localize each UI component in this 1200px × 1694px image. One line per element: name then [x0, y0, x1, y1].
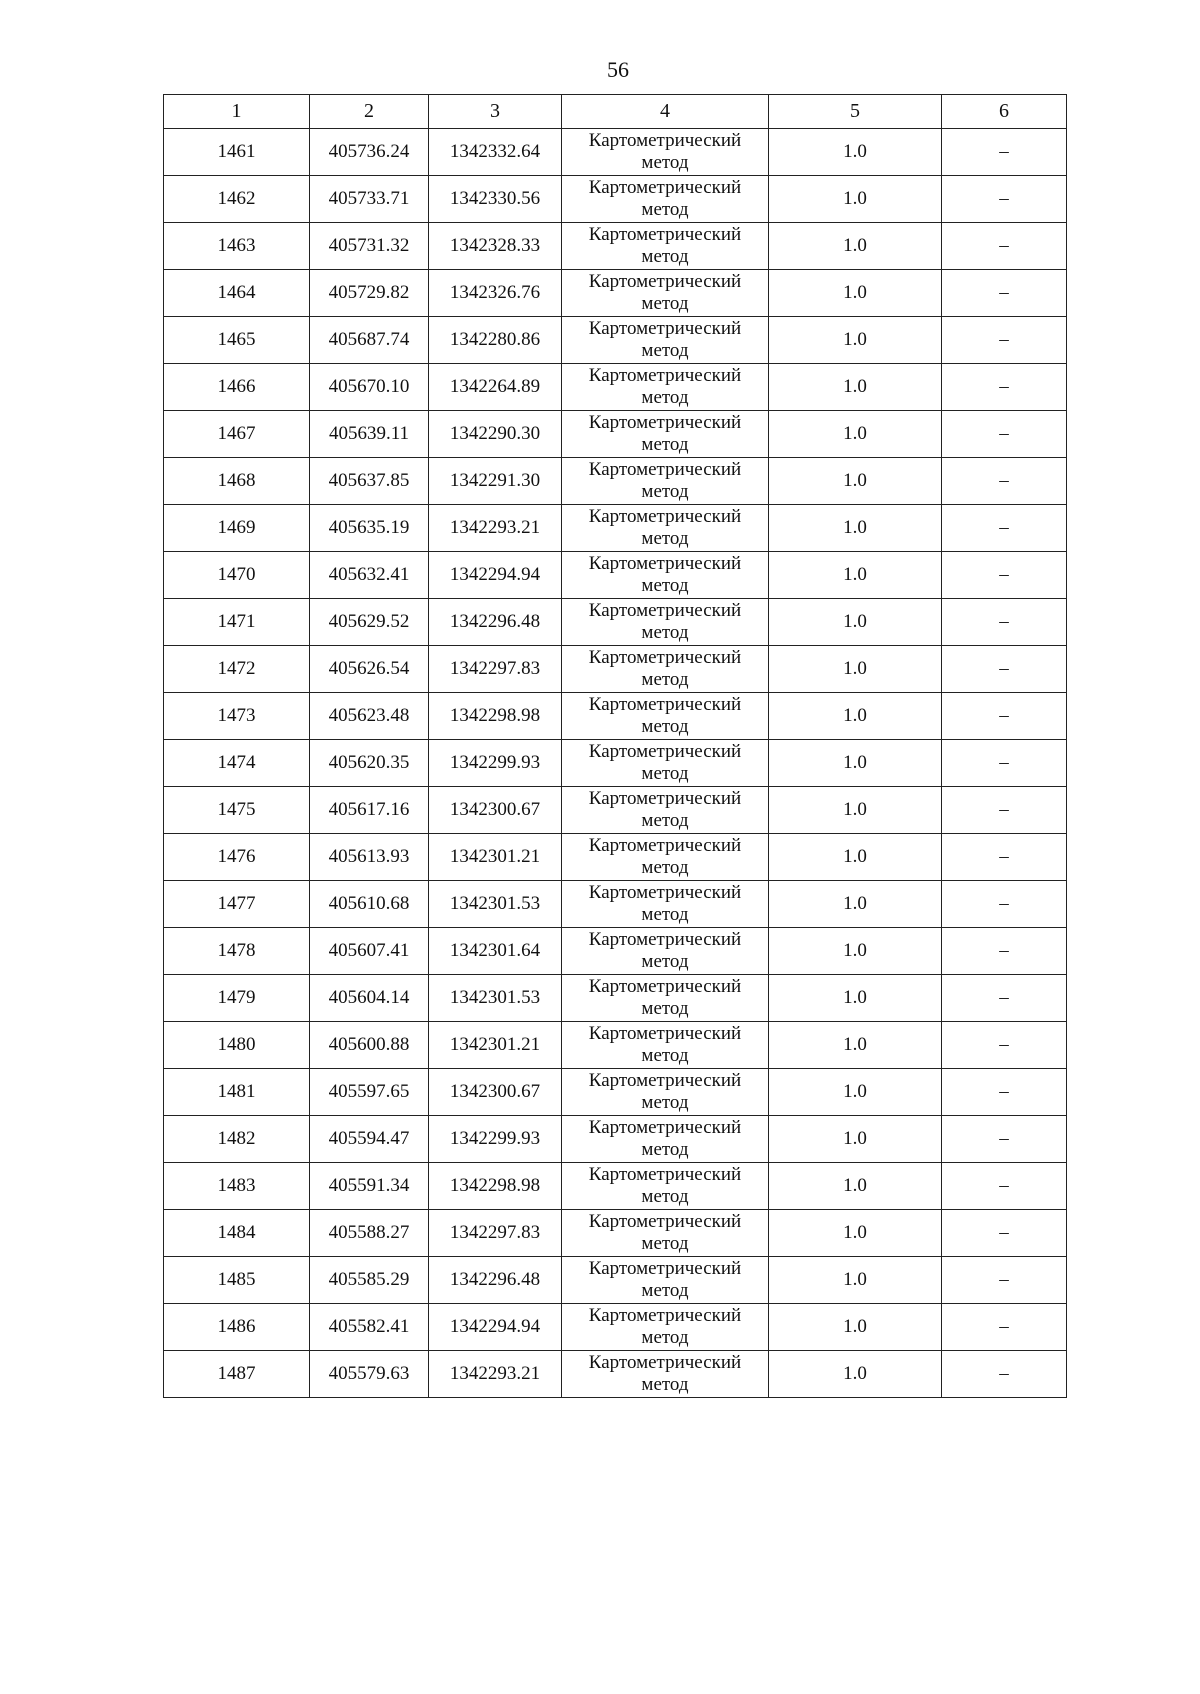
- table-row: [164, 646, 1067, 693]
- method-line-2: метод: [641, 1139, 689, 1160]
- table-row: [164, 975, 1067, 1022]
- note-cell: –: [942, 881, 1067, 928]
- note-cell: –: [942, 1116, 1067, 1163]
- table-row: [164, 411, 1067, 458]
- table-row: [164, 1022, 1067, 1069]
- x-coordinate-cell: 405585.29: [310, 1257, 429, 1304]
- note-cell: –: [942, 1304, 1067, 1351]
- accuracy-cell: 1.0: [769, 176, 942, 223]
- note-cell: –: [942, 1163, 1067, 1210]
- note-cell: –: [942, 1210, 1067, 1257]
- table-row: [164, 834, 1067, 881]
- x-coordinate-cell: 405604.14: [310, 975, 429, 1022]
- accuracy-cell: 1.0: [769, 928, 942, 975]
- method-line-2: метод: [641, 293, 689, 314]
- method-line-1: Картометрический: [588, 1305, 742, 1326]
- method-line-1: Картометрический: [588, 1258, 742, 1279]
- method-cell: [562, 505, 769, 552]
- note-cell: –: [942, 1351, 1067, 1398]
- point-number-cell: 1461: [164, 129, 310, 176]
- method-line-1: Картометрический: [588, 1164, 742, 1185]
- method-line-2: метод: [641, 951, 689, 972]
- point-number-cell: 1487: [164, 1351, 310, 1398]
- method-line-1: Картометрический: [588, 1352, 742, 1373]
- table-row: [164, 693, 1067, 740]
- x-coordinate-cell: 405733.71: [310, 176, 429, 223]
- y-coordinate-cell: 1342290.30: [429, 411, 562, 458]
- y-coordinate-cell: 1342264.89: [429, 364, 562, 411]
- accuracy-cell: 1.0: [769, 129, 942, 176]
- method-line-1: Картометрический: [588, 694, 742, 715]
- method-line-1: Картометрический: [588, 224, 742, 245]
- point-number-cell: 1478: [164, 928, 310, 975]
- method-line-1: Картометрический: [588, 741, 742, 762]
- table-header: [164, 95, 1067, 129]
- method-line-2: метод: [641, 1045, 689, 1066]
- method-cell: [562, 975, 769, 1022]
- header-col-2: 2: [310, 95, 429, 129]
- y-coordinate-cell: 1342328.33: [429, 223, 562, 270]
- note-cell: –: [942, 646, 1067, 693]
- y-coordinate-cell: 1342280.86: [429, 317, 562, 364]
- y-coordinate-cell: 1342299.93: [429, 1116, 562, 1163]
- table-row: [164, 1351, 1067, 1398]
- note-cell: –: [942, 1022, 1067, 1069]
- method-line-2: метод: [641, 1327, 689, 1348]
- method-line-2: метод: [641, 716, 689, 737]
- method-line-2: метод: [641, 1280, 689, 1301]
- point-number-cell: 1469: [164, 505, 310, 552]
- method-line-2: метод: [641, 904, 689, 925]
- point-number-cell: 1465: [164, 317, 310, 364]
- method-cell: [562, 1210, 769, 1257]
- method-line-1: Картометрический: [588, 929, 742, 950]
- point-number-cell: 1472: [164, 646, 310, 693]
- method-line-2: метод: [641, 340, 689, 361]
- method-cell: [562, 928, 769, 975]
- method-cell: [562, 1351, 769, 1398]
- table-body: [164, 129, 1067, 1398]
- method-line-2: метод: [641, 387, 689, 408]
- method-line-1: Картометрический: [588, 365, 742, 386]
- accuracy-cell: 1.0: [769, 1257, 942, 1304]
- point-number-cell: 1468: [164, 458, 310, 505]
- method-line-2: метод: [641, 1092, 689, 1113]
- note-cell: –: [942, 599, 1067, 646]
- table-row: [164, 1304, 1067, 1351]
- coordinates-table: [163, 94, 1067, 1398]
- method-cell: [562, 1022, 769, 1069]
- note-cell: –: [942, 975, 1067, 1022]
- header-col-1: 1: [164, 95, 310, 129]
- page-number: 56: [607, 57, 629, 82]
- method-cell: [562, 599, 769, 646]
- accuracy-cell: 1.0: [769, 740, 942, 787]
- header-col-3: 3: [429, 95, 562, 129]
- x-coordinate-cell: 405736.24: [310, 129, 429, 176]
- method-line-2: метод: [641, 481, 689, 502]
- note-cell: –: [942, 364, 1067, 411]
- point-number-cell: 1467: [164, 411, 310, 458]
- method-line-1: Картометрический: [588, 130, 742, 151]
- accuracy-cell: 1.0: [769, 834, 942, 881]
- x-coordinate-cell: 405582.41: [310, 1304, 429, 1351]
- note-cell: –: [942, 552, 1067, 599]
- note-cell: –: [942, 223, 1067, 270]
- header-col-5: 5: [769, 95, 942, 129]
- x-coordinate-cell: 405607.41: [310, 928, 429, 975]
- method-line-1: Картометрический: [588, 882, 742, 903]
- note-cell: –: [942, 693, 1067, 740]
- accuracy-cell: 1.0: [769, 1069, 942, 1116]
- method-line-2: метод: [641, 763, 689, 784]
- note-cell: –: [942, 505, 1067, 552]
- method-cell: [562, 740, 769, 787]
- note-cell: –: [942, 270, 1067, 317]
- point-number-cell: 1474: [164, 740, 310, 787]
- y-coordinate-cell: 1342296.48: [429, 1257, 562, 1304]
- method-line-1: Картометрический: [588, 459, 742, 480]
- table-row: [164, 740, 1067, 787]
- y-coordinate-cell: 1342330.56: [429, 176, 562, 223]
- y-coordinate-cell: 1342296.48: [429, 599, 562, 646]
- method-line-2: метод: [641, 998, 689, 1019]
- x-coordinate-cell: 405623.48: [310, 693, 429, 740]
- x-coordinate-cell: 405632.41: [310, 552, 429, 599]
- note-cell: –: [942, 928, 1067, 975]
- method-cell: [562, 176, 769, 223]
- point-number-cell: 1479: [164, 975, 310, 1022]
- method-line-2: метод: [641, 528, 689, 549]
- x-coordinate-cell: 405588.27: [310, 1210, 429, 1257]
- y-coordinate-cell: 1342299.93: [429, 740, 562, 787]
- point-number-cell: 1484: [164, 1210, 310, 1257]
- point-number-cell: 1475: [164, 787, 310, 834]
- y-coordinate-cell: 1342297.83: [429, 646, 562, 693]
- table-row: [164, 129, 1067, 176]
- method-line-1: Картометрический: [588, 1211, 742, 1232]
- y-coordinate-cell: 1342298.98: [429, 693, 562, 740]
- accuracy-cell: 1.0: [769, 552, 942, 599]
- method-line-2: метод: [641, 434, 689, 455]
- table-row: [164, 317, 1067, 364]
- x-coordinate-cell: 405626.54: [310, 646, 429, 693]
- point-number-cell: 1471: [164, 599, 310, 646]
- table-row: [164, 928, 1067, 975]
- method-line-1: Картометрический: [588, 647, 742, 668]
- x-coordinate-cell: 405579.63: [310, 1351, 429, 1398]
- method-cell: [562, 1163, 769, 1210]
- accuracy-cell: 1.0: [769, 270, 942, 317]
- method-line-1: Картометрический: [588, 976, 742, 997]
- table-row: [164, 223, 1067, 270]
- header-col-4: 4: [562, 95, 769, 129]
- note-cell: –: [942, 740, 1067, 787]
- method-cell: [562, 270, 769, 317]
- y-coordinate-cell: 1342297.83: [429, 1210, 562, 1257]
- note-cell: –: [942, 129, 1067, 176]
- accuracy-cell: 1.0: [769, 505, 942, 552]
- x-coordinate-cell: 405639.11: [310, 411, 429, 458]
- note-cell: –: [942, 317, 1067, 364]
- x-coordinate-cell: 405687.74: [310, 317, 429, 364]
- y-coordinate-cell: 1342301.64: [429, 928, 562, 975]
- method-line-1: Картометрический: [588, 600, 742, 621]
- method-cell: [562, 834, 769, 881]
- point-number-cell: 1470: [164, 552, 310, 599]
- point-number-cell: 1476: [164, 834, 310, 881]
- method-cell: [562, 458, 769, 505]
- table-row: [164, 599, 1067, 646]
- method-cell: [562, 1257, 769, 1304]
- y-coordinate-cell: 1342301.21: [429, 834, 562, 881]
- method-line-2: метод: [641, 1374, 689, 1395]
- method-cell: [562, 364, 769, 411]
- method-cell: [562, 693, 769, 740]
- x-coordinate-cell: 405597.65: [310, 1069, 429, 1116]
- x-coordinate-cell: 405617.16: [310, 787, 429, 834]
- x-coordinate-cell: 405591.34: [310, 1163, 429, 1210]
- y-coordinate-cell: 1342301.21: [429, 1022, 562, 1069]
- table-row: [164, 176, 1067, 223]
- method-cell: [562, 552, 769, 599]
- table-row: [164, 1069, 1067, 1116]
- table-row: [164, 552, 1067, 599]
- method-line-1: Картометрический: [588, 271, 742, 292]
- x-coordinate-cell: 405600.88: [310, 1022, 429, 1069]
- y-coordinate-cell: 1342332.64: [429, 129, 562, 176]
- accuracy-cell: 1.0: [769, 223, 942, 270]
- table-row: [164, 458, 1067, 505]
- accuracy-cell: 1.0: [769, 1116, 942, 1163]
- y-coordinate-cell: 1342300.67: [429, 787, 562, 834]
- x-coordinate-cell: 405729.82: [310, 270, 429, 317]
- y-coordinate-cell: 1342294.94: [429, 1304, 562, 1351]
- accuracy-cell: 1.0: [769, 787, 942, 834]
- method-cell: [562, 787, 769, 834]
- method-line-2: метод: [641, 246, 689, 267]
- x-coordinate-cell: 405635.19: [310, 505, 429, 552]
- method-line-1: Картометрический: [588, 1117, 742, 1138]
- method-cell: [562, 1304, 769, 1351]
- y-coordinate-cell: 1342301.53: [429, 881, 562, 928]
- header-col-6: 6: [942, 95, 1067, 129]
- point-number-cell: 1480: [164, 1022, 310, 1069]
- method-line-1: Картометрический: [588, 1070, 742, 1091]
- x-coordinate-cell: 405637.85: [310, 458, 429, 505]
- x-coordinate-cell: 405620.35: [310, 740, 429, 787]
- accuracy-cell: 1.0: [769, 1351, 942, 1398]
- accuracy-cell: 1.0: [769, 693, 942, 740]
- method-line-2: метод: [641, 199, 689, 220]
- x-coordinate-cell: 405610.68: [310, 881, 429, 928]
- x-coordinate-cell: 405670.10: [310, 364, 429, 411]
- note-cell: –: [942, 1257, 1067, 1304]
- point-number-cell: 1481: [164, 1069, 310, 1116]
- method-line-2: метод: [641, 575, 689, 596]
- table-row: [164, 1210, 1067, 1257]
- method-cell: [562, 129, 769, 176]
- method-cell: [562, 317, 769, 364]
- note-cell: –: [942, 458, 1067, 505]
- method-cell: [562, 646, 769, 693]
- x-coordinate-cell: 405594.47: [310, 1116, 429, 1163]
- accuracy-cell: 1.0: [769, 317, 942, 364]
- y-coordinate-cell: 1342298.98: [429, 1163, 562, 1210]
- method-cell: [562, 1116, 769, 1163]
- x-coordinate-cell: 405613.93: [310, 834, 429, 881]
- point-number-cell: 1463: [164, 223, 310, 270]
- x-coordinate-cell: 405629.52: [310, 599, 429, 646]
- method-line-2: метод: [641, 1186, 689, 1207]
- point-number-cell: 1483: [164, 1163, 310, 1210]
- method-cell: [562, 223, 769, 270]
- point-number-cell: 1464: [164, 270, 310, 317]
- method-line-2: метод: [641, 857, 689, 878]
- header-row: [164, 95, 1067, 129]
- method-line-1: Картометрический: [588, 506, 742, 527]
- x-coordinate-cell: 405731.32: [310, 223, 429, 270]
- table-row: [164, 881, 1067, 928]
- y-coordinate-cell: 1342300.67: [429, 1069, 562, 1116]
- method-line-2: метод: [641, 810, 689, 831]
- y-coordinate-cell: 1342291.30: [429, 458, 562, 505]
- table-row: [164, 1163, 1067, 1210]
- note-cell: –: [942, 1069, 1067, 1116]
- method-line-2: метод: [641, 669, 689, 690]
- y-coordinate-cell: 1342293.21: [429, 1351, 562, 1398]
- accuracy-cell: 1.0: [769, 1022, 942, 1069]
- accuracy-cell: 1.0: [769, 1163, 942, 1210]
- method-cell: [562, 1069, 769, 1116]
- method-line-1: Картометрический: [588, 835, 742, 856]
- method-cell: [562, 881, 769, 928]
- accuracy-cell: 1.0: [769, 364, 942, 411]
- y-coordinate-cell: 1342294.94: [429, 552, 562, 599]
- accuracy-cell: 1.0: [769, 1304, 942, 1351]
- point-number-cell: 1477: [164, 881, 310, 928]
- coordinates-table-container: [163, 94, 1066, 1398]
- table-row: [164, 270, 1067, 317]
- accuracy-cell: 1.0: [769, 1210, 942, 1257]
- table-row: [164, 505, 1067, 552]
- table-row: [164, 1257, 1067, 1304]
- method-line-2: метод: [641, 1233, 689, 1254]
- accuracy-cell: 1.0: [769, 599, 942, 646]
- method-line-1: Картометрический: [588, 1023, 742, 1044]
- method-cell: [562, 411, 769, 458]
- table-row: [164, 787, 1067, 834]
- accuracy-cell: 1.0: [769, 646, 942, 693]
- accuracy-cell: 1.0: [769, 458, 942, 505]
- method-line-2: метод: [641, 622, 689, 643]
- method-line-1: Картометрический: [588, 177, 742, 198]
- point-number-cell: 1462: [164, 176, 310, 223]
- accuracy-cell: 1.0: [769, 975, 942, 1022]
- accuracy-cell: 1.0: [769, 411, 942, 458]
- y-coordinate-cell: 1342326.76: [429, 270, 562, 317]
- point-number-cell: 1486: [164, 1304, 310, 1351]
- method-line-1: Картометрический: [588, 553, 742, 574]
- method-line-1: Картометрический: [588, 788, 742, 809]
- method-line-1: Картометрический: [588, 412, 742, 433]
- point-number-cell: 1473: [164, 693, 310, 740]
- y-coordinate-cell: 1342301.53: [429, 975, 562, 1022]
- note-cell: –: [942, 176, 1067, 223]
- note-cell: –: [942, 411, 1067, 458]
- note-cell: –: [942, 834, 1067, 881]
- point-number-cell: 1466: [164, 364, 310, 411]
- method-line-2: метод: [641, 152, 689, 173]
- method-line-1: Картометрический: [588, 318, 742, 339]
- note-cell: –: [942, 787, 1067, 834]
- table-row: [164, 1116, 1067, 1163]
- accuracy-cell: 1.0: [769, 881, 942, 928]
- point-number-cell: 1485: [164, 1257, 310, 1304]
- point-number-cell: 1482: [164, 1116, 310, 1163]
- y-coordinate-cell: 1342293.21: [429, 505, 562, 552]
- table-row: [164, 364, 1067, 411]
